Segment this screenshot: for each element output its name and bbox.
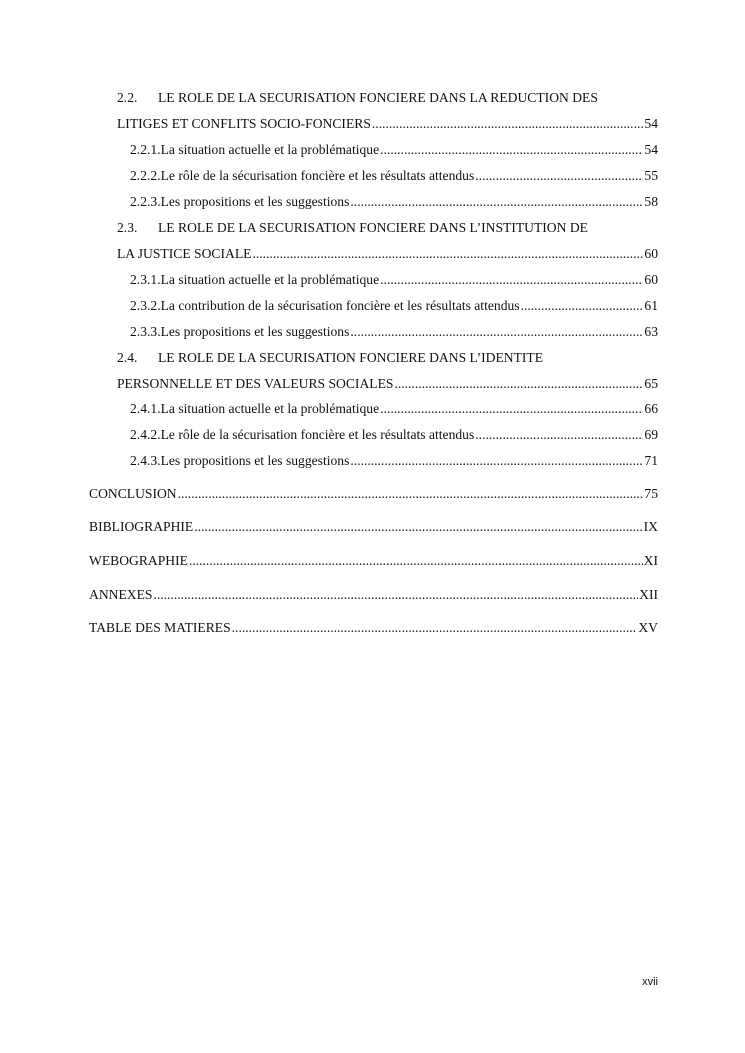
toc-entry-2-4-2[interactable] (130, 426, 658, 444)
section-title: Les propositions et les suggestions (160, 324, 350, 339)
dot-leader (178, 485, 644, 503)
section-title: WEBOGRAPHIE (89, 553, 188, 568)
page-number: 75 (644, 486, 658, 501)
section-title: La situation actuelle et la problématique (160, 142, 380, 157)
page-number: 54 (644, 116, 658, 131)
page-number: 58 (644, 194, 658, 209)
toc-entry-2-3-line2[interactable] (117, 245, 658, 263)
section-number: 2.4. (117, 350, 138, 365)
page-number: 69 (644, 427, 658, 442)
dot-leader (252, 245, 643, 263)
section-number: 2.2.2. (130, 168, 161, 183)
page-number: 55 (644, 168, 658, 183)
section-title: CONCLUSION (89, 486, 177, 501)
page-number: XII (639, 587, 658, 602)
dot-leader (350, 193, 643, 211)
dot-leader (475, 426, 643, 444)
page-number: 66 (644, 401, 658, 416)
page-number: 60 (644, 272, 658, 287)
section-title-continued: LA JUSTICE SOCIALE (117, 246, 252, 261)
page-number: XV (638, 620, 658, 635)
page-number: 61 (644, 298, 658, 313)
section-title: Les propositions et les suggestions (160, 194, 350, 209)
dot-leader (153, 586, 638, 604)
section-title: Le rôle de la sécurisation foncière et les résultats attendus (160, 168, 475, 183)
toc-entry-2-2-line2[interactable] (117, 115, 658, 133)
toc-entry-2-2-2[interactable] (130, 167, 658, 185)
dot-leader (189, 552, 643, 570)
footer-page-number: xvii (642, 976, 658, 988)
section-number: 2.3.3. (130, 324, 161, 339)
page-number: 65 (644, 376, 658, 391)
section-title: BIBLIOGRAPHIE (89, 519, 194, 534)
section-number: 2.3.2. (130, 298, 161, 313)
page-number: 54 (644, 142, 658, 157)
section-number: 2.2.1. (130, 142, 161, 157)
section-number: 2.2.3. (130, 194, 161, 209)
section-title: La situation actuelle et la problématique (160, 401, 380, 416)
toc-entry-table-des-matieres[interactable] (89, 619, 658, 637)
toc-entry-2-3-line1 (117, 219, 658, 237)
dot-leader (350, 452, 643, 470)
toc-entry-2-2-line1 (117, 89, 658, 107)
section-number: 2.2. (117, 90, 138, 105)
toc-entry-2-4-line2[interactable] (117, 375, 658, 393)
dot-leader (372, 115, 644, 133)
page-number: XI (643, 553, 658, 568)
dot-leader (475, 167, 643, 185)
page-number: 63 (644, 324, 658, 339)
section-title: ANNEXES (89, 587, 153, 602)
section-title: La situation actuelle et la problématique (160, 272, 380, 287)
toc-entry-2-3-1[interactable] (130, 271, 658, 289)
section-number: 2.4.2. (130, 427, 161, 442)
toc-entry-2-2-3[interactable] (130, 193, 658, 211)
page-number: 60 (644, 246, 658, 261)
toc-entry-2-4-3[interactable] (130, 452, 658, 470)
toc-entry-bibliographie[interactable] (89, 518, 658, 536)
dot-leader (232, 619, 638, 637)
dot-leader (380, 141, 643, 159)
toc-entry-2-3-3[interactable] (130, 323, 658, 341)
section-title-continued: LITIGES ET CONFLITS SOCIO-FONCIERS (117, 116, 371, 131)
section-title: La contribution de la sécurisation foncière et les résultats attendus (160, 298, 520, 313)
section-number: 2.3.1. (130, 272, 161, 287)
page-number: IX (643, 519, 658, 534)
toc-entry-conclusion[interactable] (89, 485, 658, 503)
section-title: LE ROLE DE LA SECURISATION FONCIERE DANS L’IDENTITE (158, 350, 544, 365)
dot-leader (521, 297, 644, 315)
toc-entry-webographie[interactable] (89, 552, 658, 570)
section-title: LE ROLE DE LA SECURISATION FONCIERE DANS L’INSTITUTION DE (158, 220, 588, 235)
dot-leader (394, 375, 643, 393)
toc-entry-2-4-line1 (117, 349, 658, 367)
section-number: 2.4.1. (130, 401, 161, 416)
dot-leader (350, 323, 643, 341)
dot-leader (380, 400, 643, 418)
section-number: 2.3. (117, 220, 138, 235)
dot-leader (194, 518, 642, 536)
page-number: 71 (644, 453, 658, 468)
toc-entry-2-4-1[interactable] (130, 400, 658, 418)
dot-leader (380, 271, 643, 289)
section-title: Les propositions et les suggestions (160, 453, 350, 468)
section-title-continued: PERSONNELLE ET DES VALEURS SOCIALES (117, 376, 394, 391)
section-title: LE ROLE DE LA SECURISATION FONCIERE DANS LA REDUCTION DES (158, 90, 598, 105)
toc-entry-2-3-2[interactable] (130, 297, 658, 315)
section-title: TABLE DES MATIERES (89, 620, 231, 635)
toc-entry-annexes[interactable] (89, 586, 658, 604)
toc-entry-2-2-1[interactable] (130, 141, 658, 159)
section-title: Le rôle de la sécurisation foncière et les résultats attendus (160, 427, 475, 442)
section-number: 2.4.3. (130, 453, 161, 468)
